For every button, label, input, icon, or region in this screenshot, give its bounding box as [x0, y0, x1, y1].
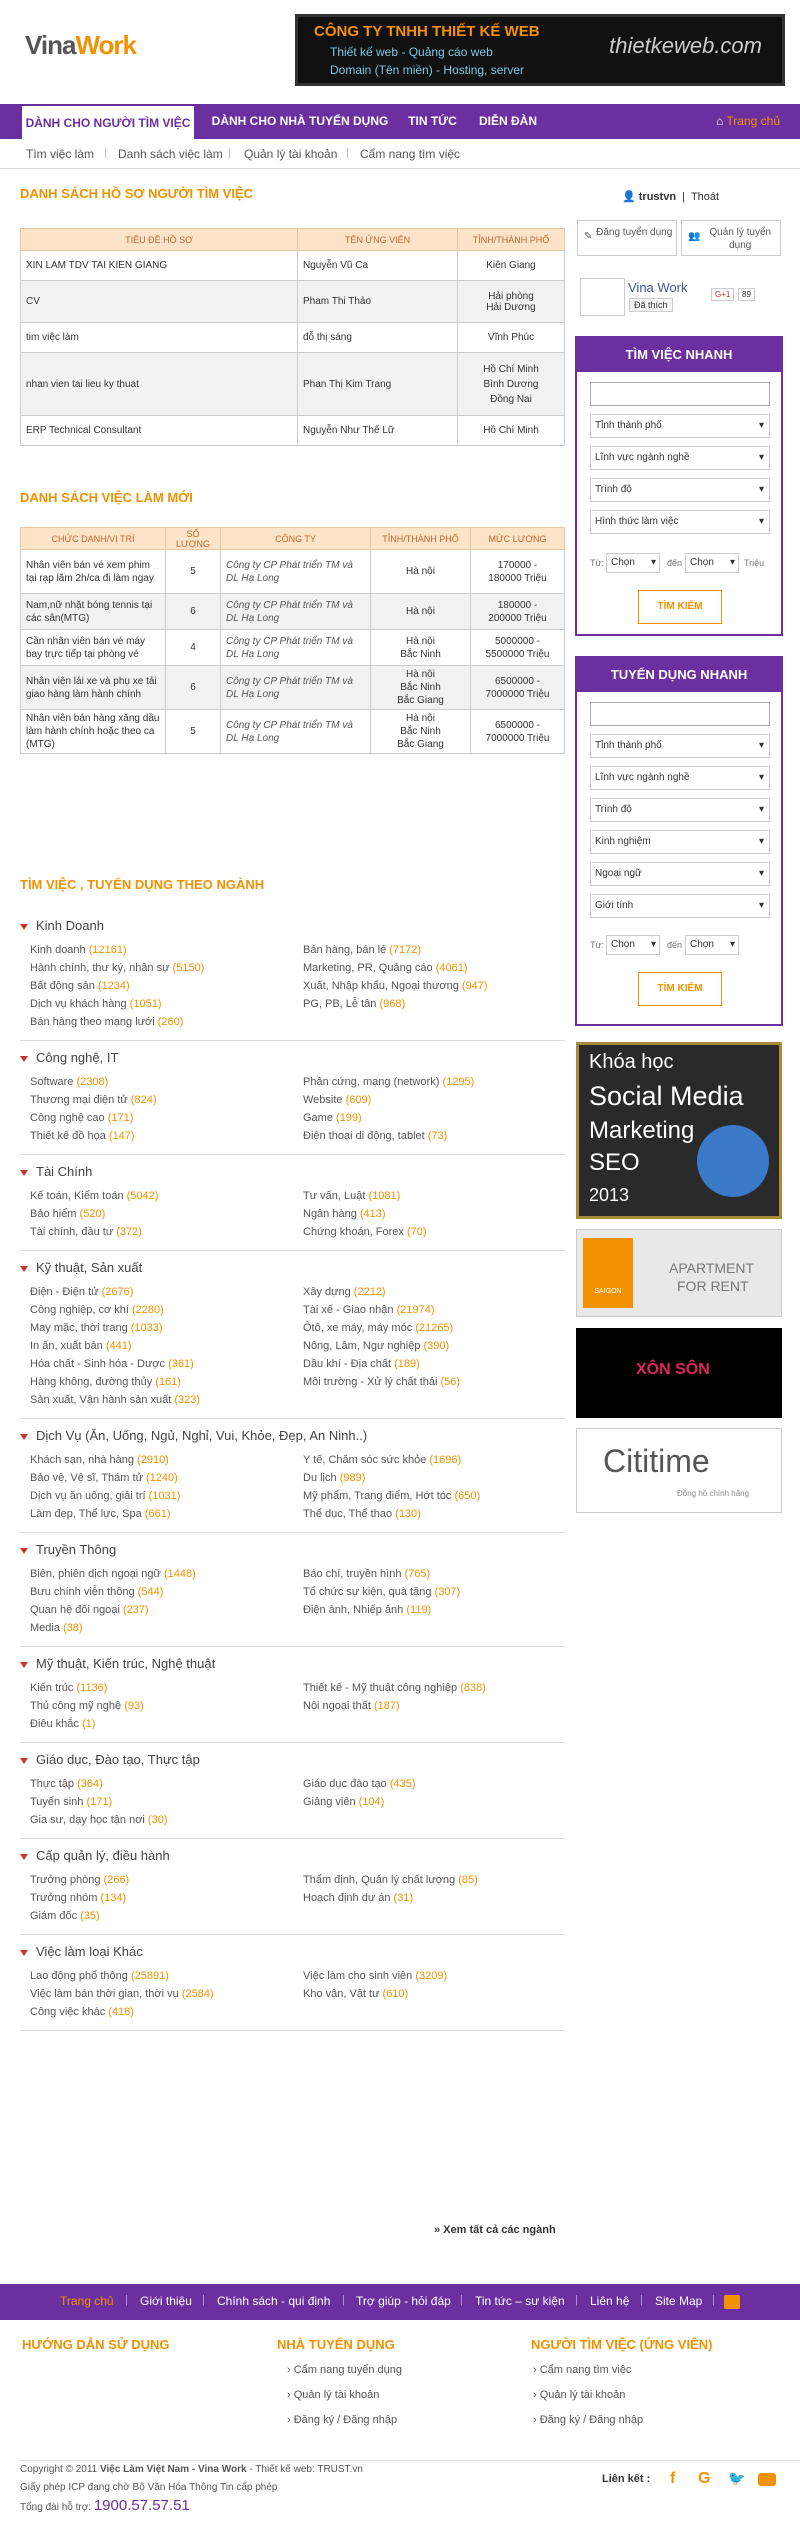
salary-to-select[interactable]: Chọn ▾ — [685, 553, 739, 573]
subnav-find-jobs[interactable]: Tìm việc làm — [26, 147, 95, 161]
table-row[interactable] — [21, 281, 565, 323]
job-salary: 180000 - 200000 Triệu — [471, 594, 565, 630]
category-item[interactable]: Thiết kế - Mỹ thuật công nghiệp (838) — [303, 1682, 486, 1694]
category-item[interactable]: Hàng không, đường thủy (161) — [30, 1376, 181, 1388]
category-heading[interactable]: Giáo dục, Đào tạo, Thực tập — [20, 1752, 200, 1767]
location: Hồ Chí Minh Bình Dương Đồng Nai — [458, 353, 565, 416]
job-quantity: 6 — [166, 666, 221, 710]
category-item[interactable]: Công nghiệp, cơ khí (2280) — [30, 1304, 164, 1316]
table-row[interactable] — [21, 710, 565, 754]
ad-text: 2013 — [589, 1185, 630, 1205]
copyright: Copyright © 2011 Việc Làm Việt Nam - Vina Work - Thiết kế web: TRUST.vn — [20, 2464, 363, 2475]
ad-text: FOR RENT — [677, 1278, 749, 1294]
candidate-name: Nguyễn Như Thế Lữ — [298, 416, 458, 446]
category-item[interactable]: Bảo vệ, Vệ sĩ, Thám tử (1240) — [30, 1472, 178, 1484]
col-header: TIÊU ĐỀ HỒ SƠ — [21, 229, 298, 251]
job-title[interactable]: Cần nhân viên bán vé máy bay trực tiếp tại phòng vé — [21, 630, 166, 666]
ad-text: Cititime — [603, 1443, 710, 1479]
footer-news[interactable]: Tin tức – sự kiện — [475, 2294, 565, 2308]
site-logo[interactable]: VinaWork — [25, 30, 136, 60]
category-item[interactable]: Marketing, PR, Quảng cáo (4061) — [303, 962, 468, 974]
category-item[interactable]: Môi trường - Xử lý chất thải (56) — [303, 1376, 461, 1388]
category-item[interactable]: Giáo dục đào tạo (435) — [303, 1778, 416, 1790]
category-item[interactable]: Thẩm định, Quản lý chất lượng (85) — [303, 1874, 478, 1886]
profile-title[interactable]: CV — [21, 281, 298, 323]
category-item[interactable]: Hành chính, thư ký, nhân sự (5150) — [30, 962, 205, 974]
category-item[interactable]: Mỹ phẩm, Trang điểm, Hớt tóc (650) — [303, 1490, 481, 1502]
candidate-name: đỗ thị sáng — [298, 323, 458, 353]
category-item[interactable]: Lao động phổ thông (25891) — [30, 1970, 169, 1982]
salary-from-select[interactable]: Chọn ▾ — [606, 935, 660, 955]
job-salary: 6500000 - 7000000 Triệu — [471, 710, 565, 754]
quick-search-panel — [575, 336, 783, 636]
categories-title: TÌM VIỆC , TUYỂN DỤNG THEO NGÀNH — [20, 877, 265, 892]
col-header: CÔNG TY — [221, 528, 371, 550]
category-item[interactable]: Nông, Lâm, Ngư nghiệp (390) — [303, 1340, 450, 1352]
job-company[interactable]: Công ty CP Phát triển TM và DL Hạ Long — [221, 630, 371, 666]
category-item[interactable]: Game (199) — [303, 1112, 362, 1124]
youtube-icon[interactable] — [758, 2473, 776, 2486]
category-item[interactable]: Thủ công mỹ nghệ (93) — [30, 1700, 144, 1712]
category-item[interactable]: Việc làm bán thời gian, thời vụ (2584) — [30, 1988, 214, 2000]
facebook-like-button[interactable]: Đã thích — [629, 298, 673, 312]
salary-from-label: Từ: — [590, 558, 605, 568]
facebook-avatar — [580, 278, 625, 316]
category-item[interactable]: Dịch vụ ăn uống, giải trí (1031) — [30, 1490, 181, 1502]
category-item[interactable]: Bán hàng theo mạng lưới (260) — [30, 1016, 184, 1028]
subnav-job-list[interactable]: Danh sách việc làm — [118, 147, 223, 161]
job-location: Hà nội Bắc Ninh Bắc Giang — [371, 666, 471, 710]
ad-text: Marketing — [589, 1117, 695, 1144]
globe-icon — [697, 1125, 769, 1197]
job-company[interactable]: Công ty CP Phát triển TM và DL Hạ Long — [221, 550, 371, 594]
banner-title: CÔNG TY TNHH THIẾT KẾ WEB — [314, 23, 540, 40]
category-heading[interactable]: Cấp quản lý, điều hành — [20, 1848, 170, 1863]
ad-social-media-course[interactable] — [576, 1042, 782, 1219]
ad-text: SAIGON — [583, 1238, 633, 1308]
job-quantity: 6 — [166, 594, 221, 630]
quick-recruit-panel — [575, 656, 783, 1026]
ad-text: Social Media — [589, 1081, 744, 1111]
profiles-title: DANH SÁCH HỒ SƠ NGƯỜI TÌM VIỆC — [20, 186, 254, 201]
category-item[interactable]: Báo chí, truyền hình (765) — [303, 1568, 431, 1580]
job-salary: 5000000 - 5500000 Triệu — [471, 630, 565, 666]
province-select[interactable]: Tỉnh thành phố ▾ — [590, 414, 770, 438]
license-text: Giấy phép ICP đang chờ Bộ Văn Hóa Thông Tin cấp phép — [20, 2482, 278, 2493]
quick-search-title: TÌM VIỆC NHANH — [577, 338, 781, 372]
category-heading[interactable]: Truyền Thông — [20, 1542, 116, 1557]
category-item[interactable]: Chứng khoán, Forex (70) — [303, 1226, 427, 1238]
table-row[interactable] — [21, 416, 565, 446]
subnav-guide[interactable]: Cẩm nang tìm việc — [360, 147, 461, 161]
logout-link[interactable]: Thoát — [690, 191, 720, 203]
job-location: Hà nội Bắc Ninh — [371, 630, 471, 666]
post-job-button[interactable]: ✎ Đăng tuyển dụng — [577, 220, 677, 256]
category-item[interactable]: Kho vận, Vật tư (610) — [303, 1988, 409, 2000]
category-item[interactable]: PG, PB, Lễ tân (968) — [303, 998, 406, 1010]
job-title[interactable]: Nhân viên bán hàng xăng dầu làm hành chính hoặc theo ca (MTG) — [21, 710, 166, 754]
location: Hải phòng Hải Dương — [458, 281, 565, 323]
category-item[interactable]: Tuyển sinh (171) — [30, 1796, 113, 1808]
footer-about[interactable]: Giới thiệu — [140, 2294, 192, 2308]
main-nav — [0, 104, 800, 139]
jobs-table-wrap — [20, 527, 565, 754]
category-item[interactable]: Sản xuất, Vận hành sản xuất (323) — [30, 1394, 201, 1406]
category-item[interactable]: Bảo hiểm (520) — [30, 1208, 106, 1220]
category-item[interactable]: Kiến trúc (1136) — [30, 1682, 108, 1694]
profile-title[interactable]: ERP Technical Consultant — [21, 416, 298, 446]
nav-news[interactable]: TIN TỨC — [408, 114, 457, 128]
category-item[interactable]: Tư vấn, Luật (1081) — [303, 1190, 401, 1202]
category-item[interactable]: Xây dựng (2212) — [303, 1286, 386, 1298]
category-item[interactable]: Y tế, Chăm sóc sức khỏe (1696) — [303, 1454, 462, 1466]
category-item[interactable]: Bất động sản (1234) — [30, 980, 130, 992]
work-type-select[interactable]: Hình thức làm việc ▾ — [590, 510, 770, 534]
footer-seeker-title: NGƯỜI TÌM VIỆC (ỨNG VIÊN) — [531, 2337, 713, 2352]
category-heading[interactable]: Việc làm loại Khác — [20, 1944, 143, 1959]
location: Hồ Chí Minh — [458, 416, 565, 446]
category-item[interactable]: Tài xế - Giao nhận (21974) — [303, 1304, 435, 1316]
category-item[interactable]: May mặc, thời trang (1033) — [30, 1322, 163, 1334]
category-item[interactable]: Kinh doanh (12161) — [30, 944, 127, 956]
category-item[interactable]: Trưởng nhóm (134) — [30, 1892, 127, 1904]
social-links-label: Liên kết : — [602, 2473, 651, 2485]
sub-nav: Tìm việc làm | Danh sách việc làm | Quản lý tài khoản | Cẩm nang tìm việc — [0, 139, 800, 169]
category-item[interactable]: Ngân hàng (413) — [303, 1208, 386, 1220]
profile-title[interactable]: tim việc làm — [21, 323, 298, 353]
footer-guide-title: HƯỚNG DẪN SỬ DỤNG — [22, 2337, 170, 2352]
username[interactable]: trustvn — [638, 191, 677, 203]
category-heading[interactable]: Kỹ thuật, Sản xuất — [20, 1260, 142, 1275]
category-item[interactable]: Website (609) — [303, 1094, 372, 1106]
category-heading[interactable]: Tài Chính — [20, 1164, 92, 1179]
category-item[interactable]: Dịch vụ khách hàng (1051) — [30, 998, 162, 1010]
category-item[interactable]: Điện - Điện tử (2676) — [30, 1286, 134, 1298]
category-item[interactable]: Xuất, Nhập khẩu, Ngoại thương (947) — [303, 980, 488, 992]
col-header: CHỨC DANH/VỊ TRÍ — [21, 528, 166, 550]
category-item[interactable]: Thiết kế đồ họa (147) — [30, 1130, 135, 1142]
user-bar: 👤 trustvn | Thoát — [622, 191, 720, 203]
category-item[interactable]: Công việc khác (418) — [30, 2006, 134, 2018]
job-location: Hà nội — [371, 594, 471, 630]
job-quantity: 4 — [166, 630, 221, 666]
job-quantity: 5 — [166, 550, 221, 594]
manage-jobs-button[interactable]: 👥 Quản lý tuyển dụng — [681, 220, 781, 256]
category-heading[interactable]: Dịch Vụ (Ăn, Uống, Ngủ, Nghỉ, Vui, Khỏe, Đẹp, An Ninh..) — [20, 1428, 367, 1443]
table-row[interactable] — [21, 353, 565, 416]
category-item[interactable]: Nội ngoại thất (187) — [303, 1700, 400, 1712]
category-item[interactable]: Bưu chính viễn thông (544) — [30, 1586, 164, 1598]
quick-recruit-button[interactable]: TÌM KIẾM — [638, 972, 722, 1006]
col-header: TỈNH/THÀNH PHỐ — [458, 229, 565, 251]
category-item[interactable]: Hóa chất - Sinh hóa - Dược (361) — [30, 1358, 194, 1370]
footer-link[interactable]: › Đăng ký / Đăng nhập — [533, 2414, 643, 2426]
user-icon: 👤 — [622, 191, 636, 203]
category-heading[interactable]: Công nghệ, IT — [20, 1050, 118, 1065]
job-location: Hà nội Bắc Ninh Bắc Giang — [371, 710, 471, 754]
ad-text: Khóa học — [589, 1051, 674, 1073]
job-title[interactable]: Nam,nữ nhặt bóng tennis tại các sân(MTG) — [21, 594, 166, 630]
category-item[interactable]: Gia sư, dạy học tận nơi (30) — [30, 1814, 168, 1826]
col-header: TÊN ỨNG VIÊN — [298, 229, 458, 251]
salary-from-label: Từ: — [590, 940, 605, 950]
category-item[interactable]: Công nghệ cao (171) — [30, 1112, 134, 1124]
quick-recruit-keyword-input[interactable] — [590, 702, 770, 726]
rss-icon[interactable] — [724, 2295, 740, 2309]
category-item[interactable]: In ấn, xuất bản (441) — [30, 1340, 132, 1352]
ad-cititime[interactable] — [576, 1428, 782, 1513]
experience-select[interactable]: Kinh nghiệm ▾ — [590, 830, 770, 854]
hotline-number[interactable]: 1900.57.57.51 — [93, 2497, 190, 2514]
table-row[interactable] — [21, 323, 565, 353]
ad-text: SEO — [589, 1149, 640, 1176]
location: Vĩnh Phúc — [458, 323, 565, 353]
job-company[interactable]: Công ty CP Phát triển TM và DL Hạ Long — [221, 594, 371, 630]
category-item[interactable]: Quan hệ đối ngoại (237) — [30, 1604, 149, 1616]
hotline: Tổng đài hỗ trợ: 1900.57.57.51 — [20, 2497, 190, 2514]
facebook-icon[interactable]: f — [670, 2470, 676, 2487]
footer-nav: Trang chủ | Giới thiệu | Chính sách - qui định | Trợ giúp - hỏi đáp | Tin tức – sự kiện | Liên hệ | Site Map | — [0, 2284, 800, 2320]
category-item[interactable]: Kế toán, Kiểm toán (5042) — [30, 1190, 159, 1202]
quick-recruit-title: TUYỂN DỤNG NHANH — [577, 658, 781, 692]
candidate-name: Phan Thị Kim Trang — [298, 353, 458, 416]
salary-to-label: đến — [667, 940, 683, 950]
ad-text: XÔN SÔN — [636, 1361, 710, 1378]
footer-policy[interactable]: Chính sách - qui định — [217, 2294, 331, 2308]
category-item[interactable]: Làm đẹp, Thể lực, Spa (661) — [30, 1508, 171, 1520]
see-all-link[interactable]: » Xem tất cả các ngành — [434, 2224, 556, 2236]
category-item[interactable]: Hoạch định dự án (31) — [303, 1892, 414, 1904]
category-item[interactable]: Điêu khắc (1) — [30, 1718, 96, 1730]
col-header: MỨC LƯƠNG — [471, 528, 565, 550]
salary-to-label: đến — [667, 558, 683, 568]
nav-job-seekers[interactable]: DÀNH CHO NGƯỜI TÌM VIỆC — [20, 104, 196, 139]
job-title[interactable]: Nhân viên bán vé xem phim tại rạp lăm 2h/ca đi làm ngay — [21, 550, 166, 594]
category-item[interactable]: Biên, phiên dịch ngoại ngữ (1448) — [30, 1568, 196, 1580]
job-location: Hà nội — [371, 550, 471, 594]
google-icon[interactable]: G — [698, 2470, 711, 2487]
table-row[interactable] — [21, 594, 565, 630]
candidate-name: Pham Thi Thảo — [298, 281, 458, 323]
job-salary: 6500000 - 7000000 Triệu — [471, 666, 565, 710]
job-company[interactable]: Công ty CP Phát triển TM và DL Hạ Long — [221, 710, 371, 754]
footer-link[interactable]: › Quản lý tài khoản — [287, 2389, 379, 2401]
ad-apartment[interactable] — [576, 1229, 782, 1317]
nav-home[interactable]: ⌂ Trang chủ — [716, 114, 780, 128]
category-item[interactable]: Bán hàng, bán lẻ (7172) — [303, 944, 422, 956]
profile-title[interactable]: nhan vien tai lieu ky thuat — [21, 353, 298, 416]
table-row[interactable] — [21, 666, 565, 710]
footer-sitemap[interactable]: Site Map — [655, 2294, 703, 2308]
category-item[interactable]: Tài chính, đầu tư (372) — [30, 1226, 142, 1238]
level-select[interactable]: Trình độ ▾ — [590, 478, 770, 502]
banner-line-2: Domain (Tên miền) - Hosting, server — [330, 63, 525, 77]
footer-link[interactable]: › Cẩm nang tuyển dụng — [287, 2364, 402, 2376]
language-select[interactable]: Ngoại ngữ ▾ — [590, 862, 770, 886]
footer-link[interactable]: › Đăng ký / Đăng nhập — [287, 2414, 397, 2426]
category-item[interactable]: Tổ chức sự kiện, quà tặng (307) — [303, 1586, 461, 1598]
level-select[interactable]: Trình độ ▾ — [590, 798, 770, 822]
category-item[interactable]: Giám đốc (35) — [30, 1910, 100, 1922]
quick-search-button[interactable]: TÌM KIẾM — [638, 590, 722, 624]
category-item[interactable]: Thực tập (364) — [30, 1778, 103, 1790]
edit-icon: ✎ — [584, 231, 593, 242]
category-item[interactable]: Phần cứng, mạng (network) (1295) — [303, 1076, 475, 1088]
category-item[interactable]: Trưởng phòng (266) — [30, 1874, 130, 1886]
category-item[interactable]: Giảng viên (104) — [303, 1796, 385, 1808]
quick-search-keyword-input[interactable] — [590, 382, 770, 406]
category-item[interactable]: Dầu khí - Địa chất (189) — [303, 1358, 420, 1370]
location: Kiên Giang — [458, 251, 565, 281]
footer-help[interactable]: Trợ giúp - hỏi đáp — [356, 2294, 451, 2308]
footer-home[interactable]: Trang chủ — [60, 2294, 114, 2308]
gplus-button[interactable]: G+1 — [711, 288, 734, 301]
category-item[interactable]: Việc làm cho sinh viên (3209) — [303, 1970, 448, 1982]
footer-contact[interactable]: Liên hệ — [590, 2294, 630, 2308]
footer-link[interactable]: › Quản lý tài khoản — [533, 2389, 625, 2401]
category-heading[interactable]: Mỹ thuật, Kiến trúc, Nghệ thuật — [20, 1656, 215, 1671]
category-item[interactable]: Du lịch (989) — [303, 1472, 366, 1484]
table-row[interactable] — [21, 251, 565, 281]
category-item[interactable]: Software (2308) — [30, 1076, 109, 1088]
candidate-name: Nguyễn Vũ Ca — [298, 251, 458, 281]
header-banner-ad[interactable] — [295, 14, 785, 86]
footer-employer-title: NHÀ TUYỂN DỤNG — [277, 2337, 395, 2352]
subnav-account[interactable]: Quản lý tài khoản — [244, 147, 338, 161]
jobs-title: DANH SÁCH VIỆC LÀM MỚI — [20, 490, 193, 505]
job-title[interactable]: Nhân viên lái xe và phụ xe tải giao hàng làm hành chính — [21, 666, 166, 710]
province-select[interactable]: Tỉnh thành phố ▾ — [590, 734, 770, 758]
category-heading[interactable]: Kinh Doanh — [20, 918, 104, 933]
job-company[interactable]: Công ty CP Phát triển TM và DL Hạ Long — [221, 666, 371, 710]
jobs-table — [20, 527, 565, 754]
category-item[interactable]: Thương mại điện tử (824) — [30, 1094, 157, 1106]
salary-unit: Triệu — [744, 558, 765, 568]
industry-select[interactable]: Lĩnh vực ngành nghề ▾ — [590, 766, 770, 790]
gender-select[interactable]: Giới tính ▾ — [590, 894, 770, 918]
job-quantity: 5 — [166, 710, 221, 754]
ad-text: APARTMENT — [669, 1260, 755, 1276]
col-header: TỈNH/THÀNH PHỐ — [371, 528, 471, 550]
salary-to-select[interactable]: Chọn ▾ — [685, 935, 739, 955]
category-item[interactable]: Media (38) — [30, 1622, 83, 1634]
industry-select[interactable]: Lĩnh vực ngành nghề ▾ — [590, 446, 770, 470]
footer-link[interactable]: › Cẩm nang tìm việc — [533, 2364, 631, 2376]
table-row[interactable] — [21, 550, 565, 594]
banner-brand: thietkeweb.com — [609, 33, 762, 58]
col-header: SỐ LƯỢNG — [166, 528, 221, 550]
category-item[interactable]: Khách sạn, nhà hàng (2910) — [30, 1454, 169, 1466]
category-item[interactable]: Thể dục, Thể thao (130) — [303, 1508, 421, 1520]
category-item[interactable]: Điện ảnh, Nhiếp ảnh (119) — [303, 1604, 432, 1616]
ad-xon-son[interactable] — [576, 1328, 782, 1418]
banner-line-1: Thiết kế web - Quảng cáo web — [330, 45, 493, 59]
salary-from-select[interactable]: Chọn ▾ — [606, 553, 660, 573]
category-item[interactable]: Ôtô, xe máy, máy móc (21265) — [303, 1322, 454, 1334]
category-item[interactable]: Điện thoại di động, tablet (73) — [303, 1130, 448, 1142]
ad-text: Đồng hồ chính hãng — [677, 1489, 750, 1498]
twitter-icon[interactable]: 🐦 — [728, 2470, 746, 2486]
facebook-page-name[interactable]: Vina Work — [628, 280, 688, 295]
profiles-table — [20, 228, 565, 446]
nav-employers[interactable]: DÀNH CHO NHÀ TUYỂN DỤNG — [211, 114, 389, 128]
gplus-count: 89 — [738, 288, 755, 301]
table-row[interactable] — [21, 630, 565, 666]
users-icon: 👥 — [688, 231, 701, 242]
profile-title[interactable]: XIN LAM TDV TAI KIEN GIANG — [21, 251, 298, 281]
nav-forum[interactable]: DIỄN ĐÀN — [478, 114, 537, 128]
job-salary: 170000 - 180000 Triệu — [471, 550, 565, 594]
home-icon: ⌂ — [716, 114, 727, 128]
profiles-table-wrap — [20, 228, 565, 446]
